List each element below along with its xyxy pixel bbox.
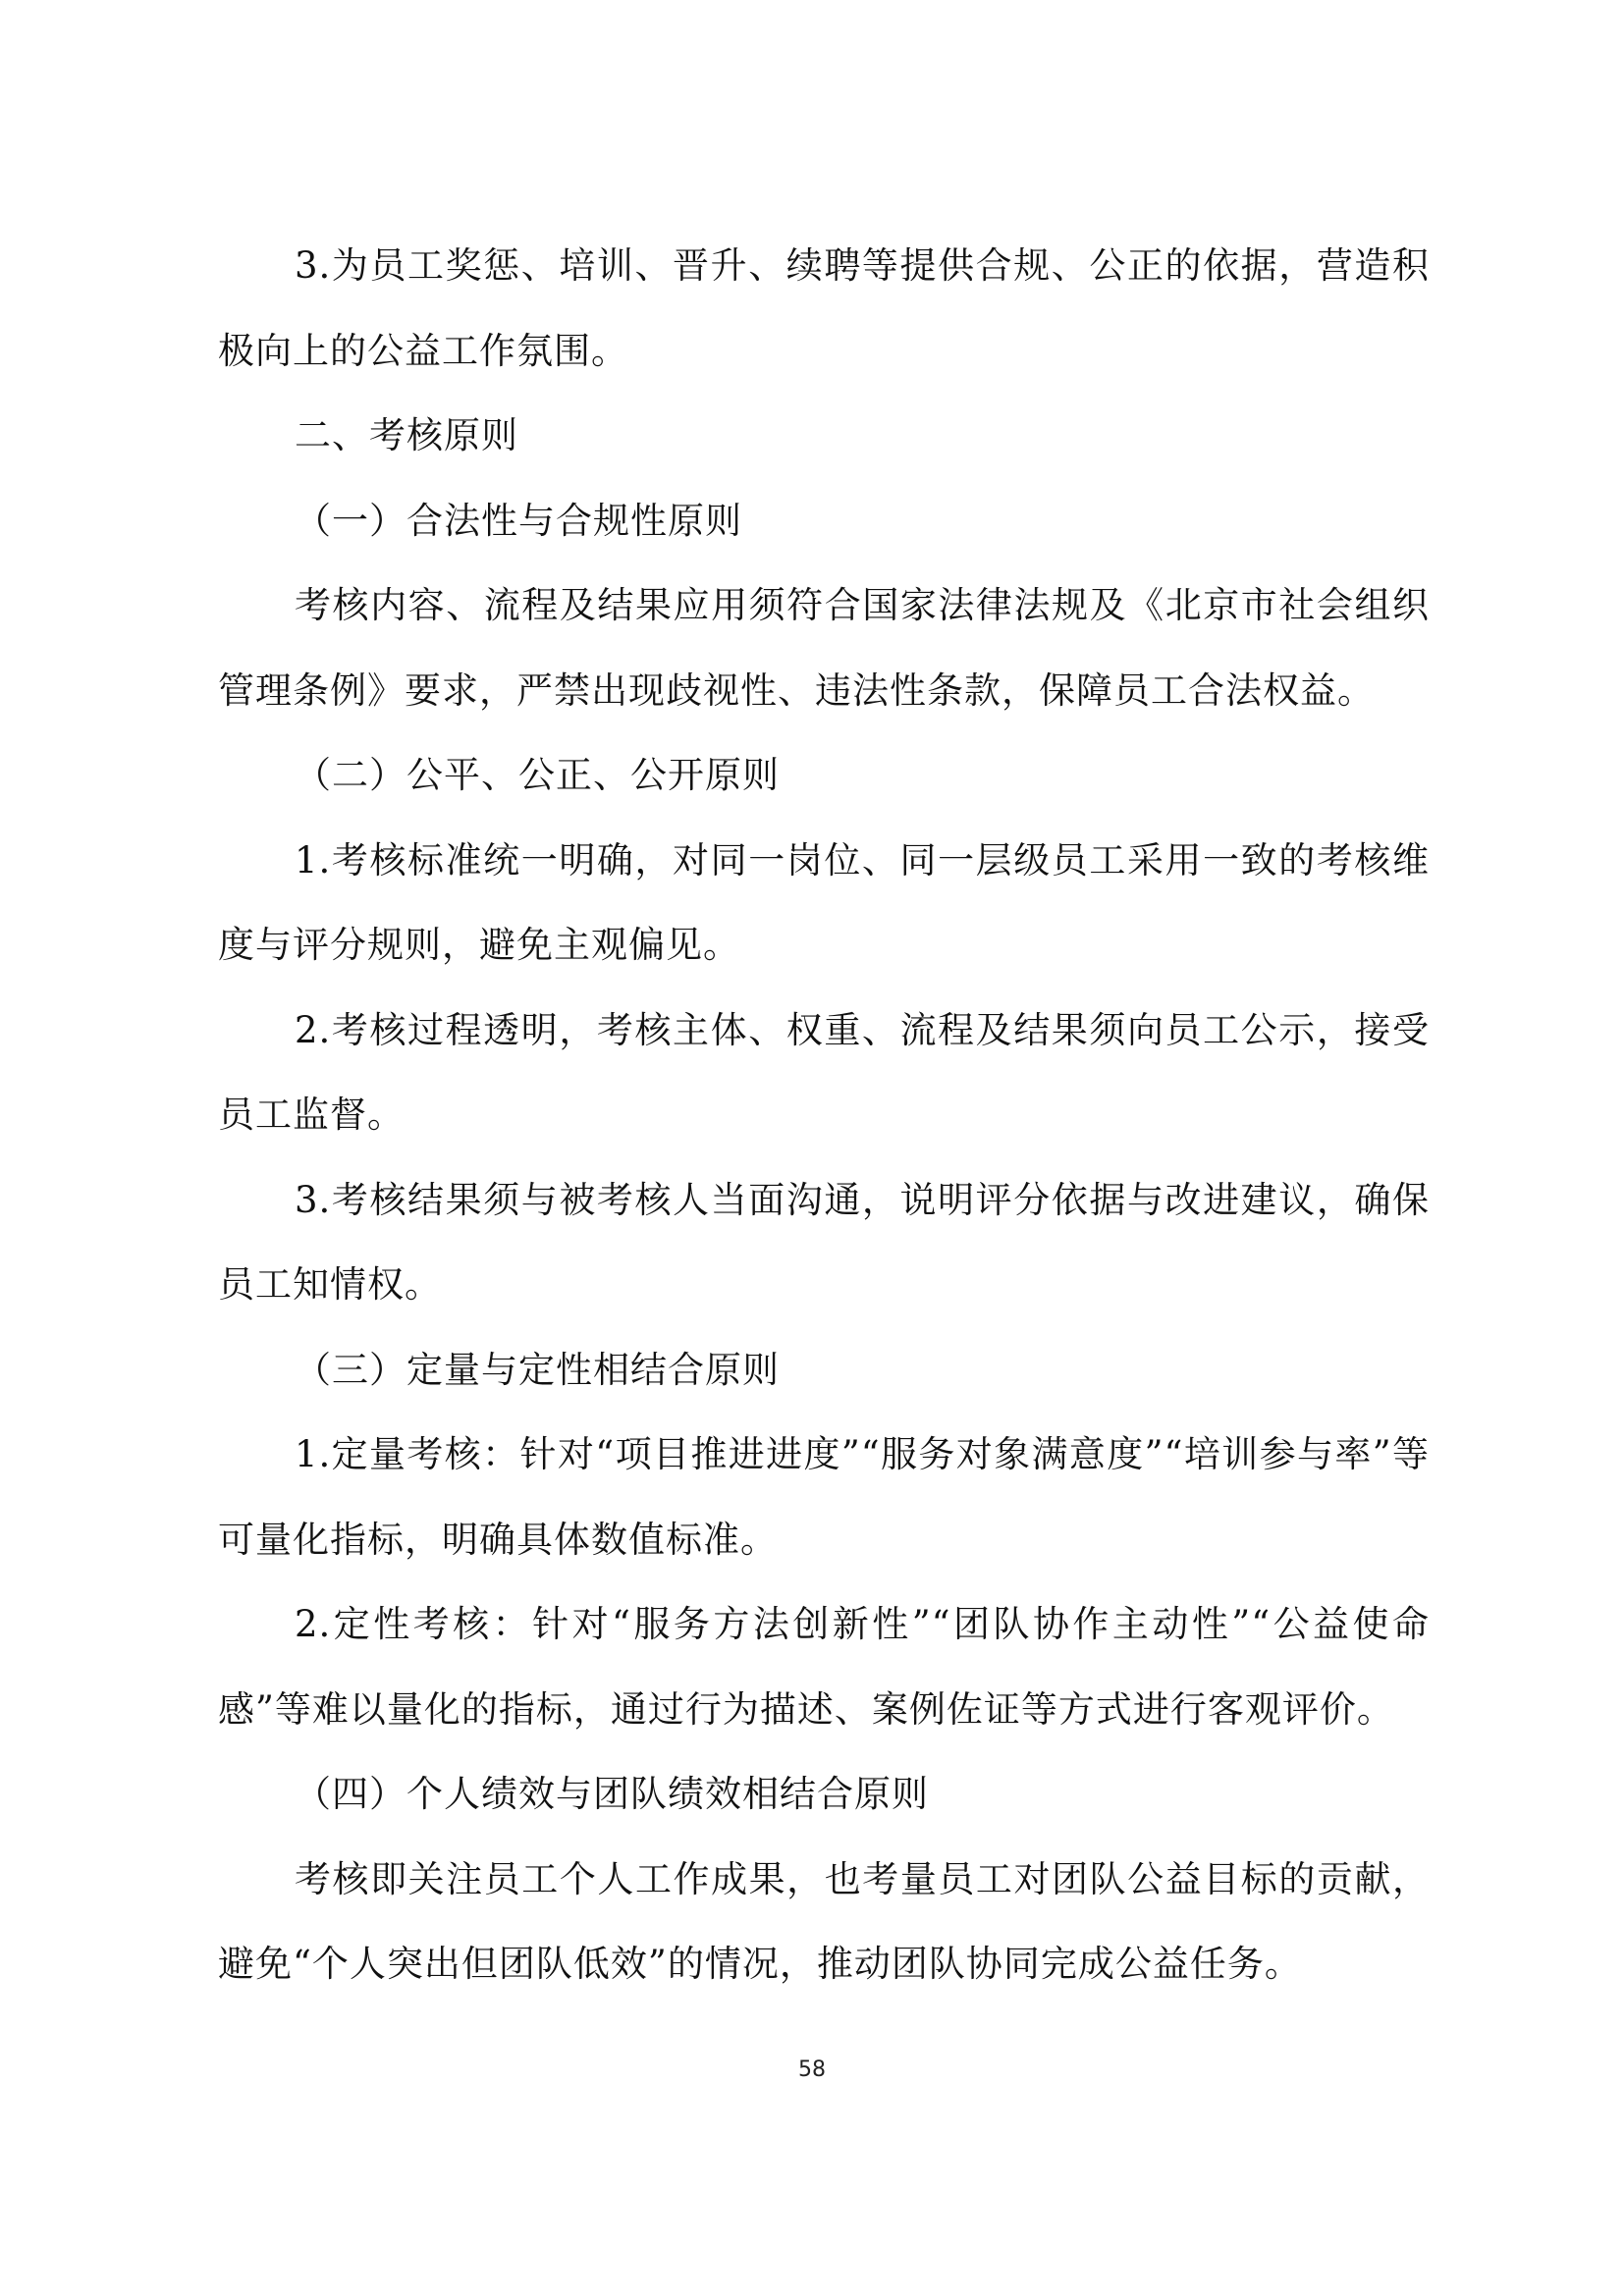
- page-number: 58: [798, 2057, 826, 2082]
- paragraph-qualitative: 2.定性考核：针对“服务方法创新性”“团队协作主动性”“公益使命感”等难以量化的指标，通过行为描述、案例佐证等方式进行客观评价。: [218, 1603, 1430, 1731]
- subheading-quant-qual: （三）定量与定性相结合原则: [295, 1348, 780, 1391]
- paragraph-legality: 考核内容、流程及结果应用须符合国家法律法规及《北京市社会组织管理条例》要求，严禁出现歧视性、违法性条款，保障员工合法权益。: [218, 584, 1430, 712]
- section-heading-principles: 二、考核原则: [295, 414, 518, 456]
- subheading-legality: （一）合法性与合规性原则: [295, 499, 742, 542]
- subheading-individual-team: （四）个人绩效与团队绩效相结合原则: [295, 1773, 929, 1815]
- document-body: [218, 224, 1430, 2007]
- paragraph-purpose-3: 3.为员工奖惩、培训、晋升、续聘等提供合规、公正的依据，营造积极向上的公益工作氛围。: [218, 244, 1430, 372]
- paragraph-fairness-3: 3.考核结果须与被考核人当面沟通，说明评分依据与改进建议，确保员工知情权。: [218, 1178, 1430, 1306]
- paragraph-fairness-1: 1.考核标准统一明确，对同一岗位、同一层级员工采用一致的考核维度与评分规则，避免主观偏见。: [218, 838, 1430, 966]
- paragraph-fairness-2: 2.考核过程透明，考核主体、权重、流程及结果须向员工公示，接受员工监督。: [218, 1008, 1430, 1136]
- subheading-fairness: （二）公平、公正、公开原则: [295, 754, 780, 796]
- paragraph-quantitative: 1.定量考核：针对“项目推进进度”“服务对象满意度”“培训参与率”等可量化指标，明确具体数值标准。: [218, 1433, 1430, 1561]
- paragraph-individual-team: 考核即关注员工个人工作成果，也考量员工对团队公益目标的贡献，避免“个人突出但团队低效”的情况，推动团队协同完成公益任务。: [218, 1857, 1430, 1985]
